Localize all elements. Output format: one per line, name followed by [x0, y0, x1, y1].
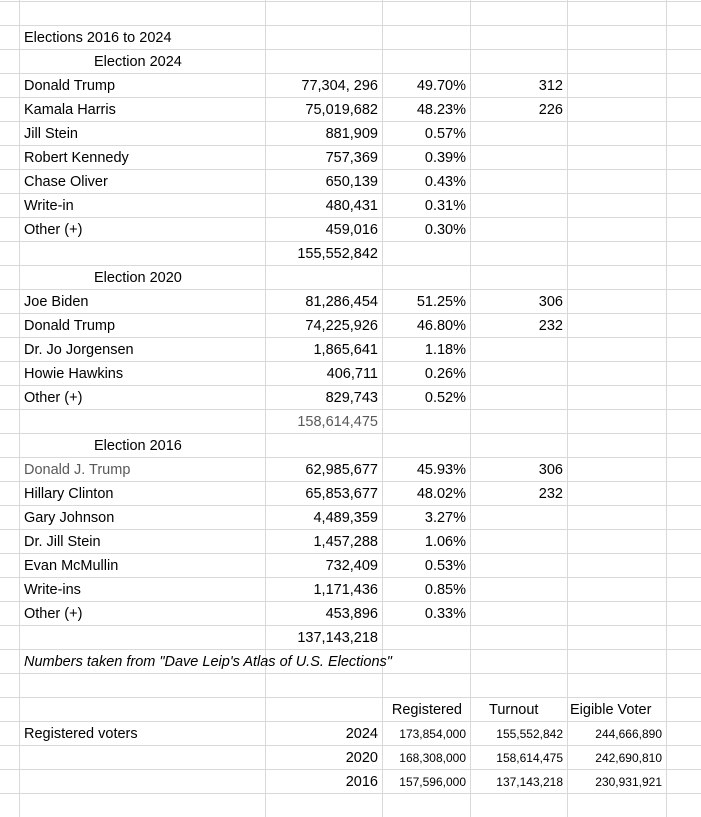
- eligible-count[interactable]: 242,690,810: [595, 751, 662, 765]
- vote-count[interactable]: 77,304, 296: [301, 78, 378, 94]
- total-votes[interactable]: 155,552,842: [297, 246, 378, 262]
- total-votes[interactable]: 158,614,475: [297, 414, 378, 430]
- candidate-name[interactable]: Other (+): [24, 606, 83, 622]
- vote-percent[interactable]: 0.39%: [424, 150, 466, 166]
- vote-count[interactable]: 459,016: [325, 222, 378, 238]
- candidate-name[interactable]: Joe Biden: [24, 294, 89, 310]
- candidate-name[interactable]: Kamala Harris: [24, 102, 116, 118]
- vote-percent[interactable]: 45.93%: [416, 462, 466, 478]
- candidate-name[interactable]: Donald Trump: [24, 78, 116, 94]
- header-eligible-voter[interactable]: Eigible Voter: [570, 702, 652, 718]
- vote-percent[interactable]: 0.57%: [424, 126, 466, 142]
- vote-percent[interactable]: 1.18%: [424, 342, 466, 358]
- vote-count[interactable]: 62,985,677: [305, 462, 378, 478]
- vote-count[interactable]: 453,896: [325, 606, 378, 622]
- vote-percent[interactable]: 0.52%: [424, 390, 466, 406]
- candidate-name[interactable]: Write-ins: [24, 582, 81, 598]
- vote-count[interactable]: 74,225,926: [305, 318, 378, 334]
- vote-percent[interactable]: 0.30%: [424, 222, 466, 238]
- vote-percent[interactable]: 0.26%: [424, 366, 466, 382]
- sheet-title[interactable]: Elections 2016 to 2024: [24, 30, 172, 46]
- year[interactable]: 2020: [345, 750, 378, 766]
- vote-count[interactable]: 4,489,359: [313, 510, 378, 526]
- vote-percent[interactable]: 0.53%: [424, 558, 466, 574]
- year[interactable]: 2016: [345, 774, 378, 790]
- vote-percent[interactable]: 51.25%: [416, 294, 466, 310]
- electoral-votes[interactable]: 306: [538, 294, 563, 310]
- vote-percent[interactable]: 1.06%: [424, 534, 466, 550]
- candidate-name[interactable]: Evan McMullin: [24, 558, 119, 574]
- election-2016-heading[interactable]: Election 2016: [94, 438, 182, 454]
- registered-voters-label[interactable]: Registered voters: [24, 726, 138, 742]
- row-divider: [0, 1, 701, 2]
- election-2020-heading[interactable]: Election 2020: [94, 270, 182, 286]
- registered-count[interactable]: 157,596,000: [399, 775, 466, 789]
- candidate-name[interactable]: Howie Hawkins: [24, 366, 124, 382]
- candidate-name[interactable]: Other (+): [24, 222, 83, 238]
- vote-percent[interactable]: 0.43%: [424, 174, 466, 190]
- turnout-count[interactable]: 158,614,475: [496, 751, 563, 765]
- candidate-name[interactable]: Dr. Jill Stein: [24, 534, 101, 550]
- candidate-name[interactable]: Write-in: [24, 198, 74, 214]
- total-votes[interactable]: 137,143,218: [297, 630, 378, 646]
- vote-count[interactable]: 75,019,682: [305, 102, 378, 118]
- candidate-name[interactable]: Gary Johnson: [24, 510, 115, 526]
- vote-count[interactable]: 732,409: [325, 558, 378, 574]
- vote-count[interactable]: 829,743: [325, 390, 378, 406]
- election-2024-heading[interactable]: Election 2024: [94, 54, 182, 70]
- registered-count[interactable]: 168,308,000: [399, 751, 466, 765]
- vote-count[interactable]: 406,711: [326, 366, 378, 382]
- candidate-name[interactable]: Dr. Jo Jorgensen: [24, 342, 134, 358]
- candidate-name[interactable]: Jill Stein: [24, 126, 78, 142]
- eligible-count[interactable]: 230,931,921: [595, 775, 662, 789]
- vote-count[interactable]: 1,171,436: [313, 582, 378, 598]
- turnout-count[interactable]: 137,143,218: [496, 775, 563, 789]
- vote-percent[interactable]: 0.33%: [424, 606, 466, 622]
- source-note[interactable]: Numbers taken from "Dave Leip's Atlas of U.S. Elections": [24, 654, 392, 670]
- candidate-name[interactable]: Donald Trump: [24, 318, 116, 334]
- vote-percent[interactable]: 48.02%: [416, 486, 466, 502]
- electoral-votes[interactable]: 226: [538, 102, 563, 118]
- vote-count[interactable]: 65,853,677: [305, 486, 378, 502]
- vote-percent[interactable]: 0.85%: [424, 582, 466, 598]
- vote-count[interactable]: 1,865,641: [313, 342, 378, 358]
- vote-count[interactable]: 480,431: [325, 198, 378, 214]
- electoral-votes[interactable]: 232: [538, 318, 563, 334]
- candidate-name[interactable]: Chase Oliver: [24, 174, 108, 190]
- candidate-name[interactable]: Donald J. Trump: [24, 462, 131, 478]
- vote-percent[interactable]: 48.23%: [416, 102, 466, 118]
- electoral-votes[interactable]: 312: [538, 78, 563, 94]
- candidate-name[interactable]: Hillary Clinton: [24, 486, 114, 502]
- vote-count[interactable]: 757,369: [325, 150, 378, 166]
- header-turnout[interactable]: Turnout: [489, 702, 539, 718]
- candidate-name[interactable]: Other (+): [24, 390, 83, 406]
- vote-percent[interactable]: 49.70%: [416, 78, 466, 94]
- registered-count[interactable]: 173,854,000: [399, 727, 466, 741]
- header-registered[interactable]: Registered: [391, 702, 462, 718]
- vote-percent[interactable]: 3.27%: [424, 510, 466, 526]
- vote-count[interactable]: 650,139: [325, 174, 378, 190]
- year[interactable]: 2024: [345, 726, 378, 742]
- electoral-votes[interactable]: 306: [538, 462, 563, 478]
- vote-count[interactable]: 1,457,288: [313, 534, 378, 550]
- vote-percent[interactable]: 0.31%: [424, 198, 466, 214]
- electoral-votes[interactable]: 232: [538, 486, 563, 502]
- eligible-count[interactable]: 244,666,890: [595, 727, 662, 741]
- vote-count[interactable]: 81,286,454: [305, 294, 378, 310]
- candidate-name[interactable]: Robert Kennedy: [24, 150, 129, 166]
- turnout-count[interactable]: 155,552,842: [496, 727, 563, 741]
- vote-percent[interactable]: 46.80%: [416, 318, 466, 334]
- vote-count[interactable]: 881,909: [325, 126, 378, 142]
